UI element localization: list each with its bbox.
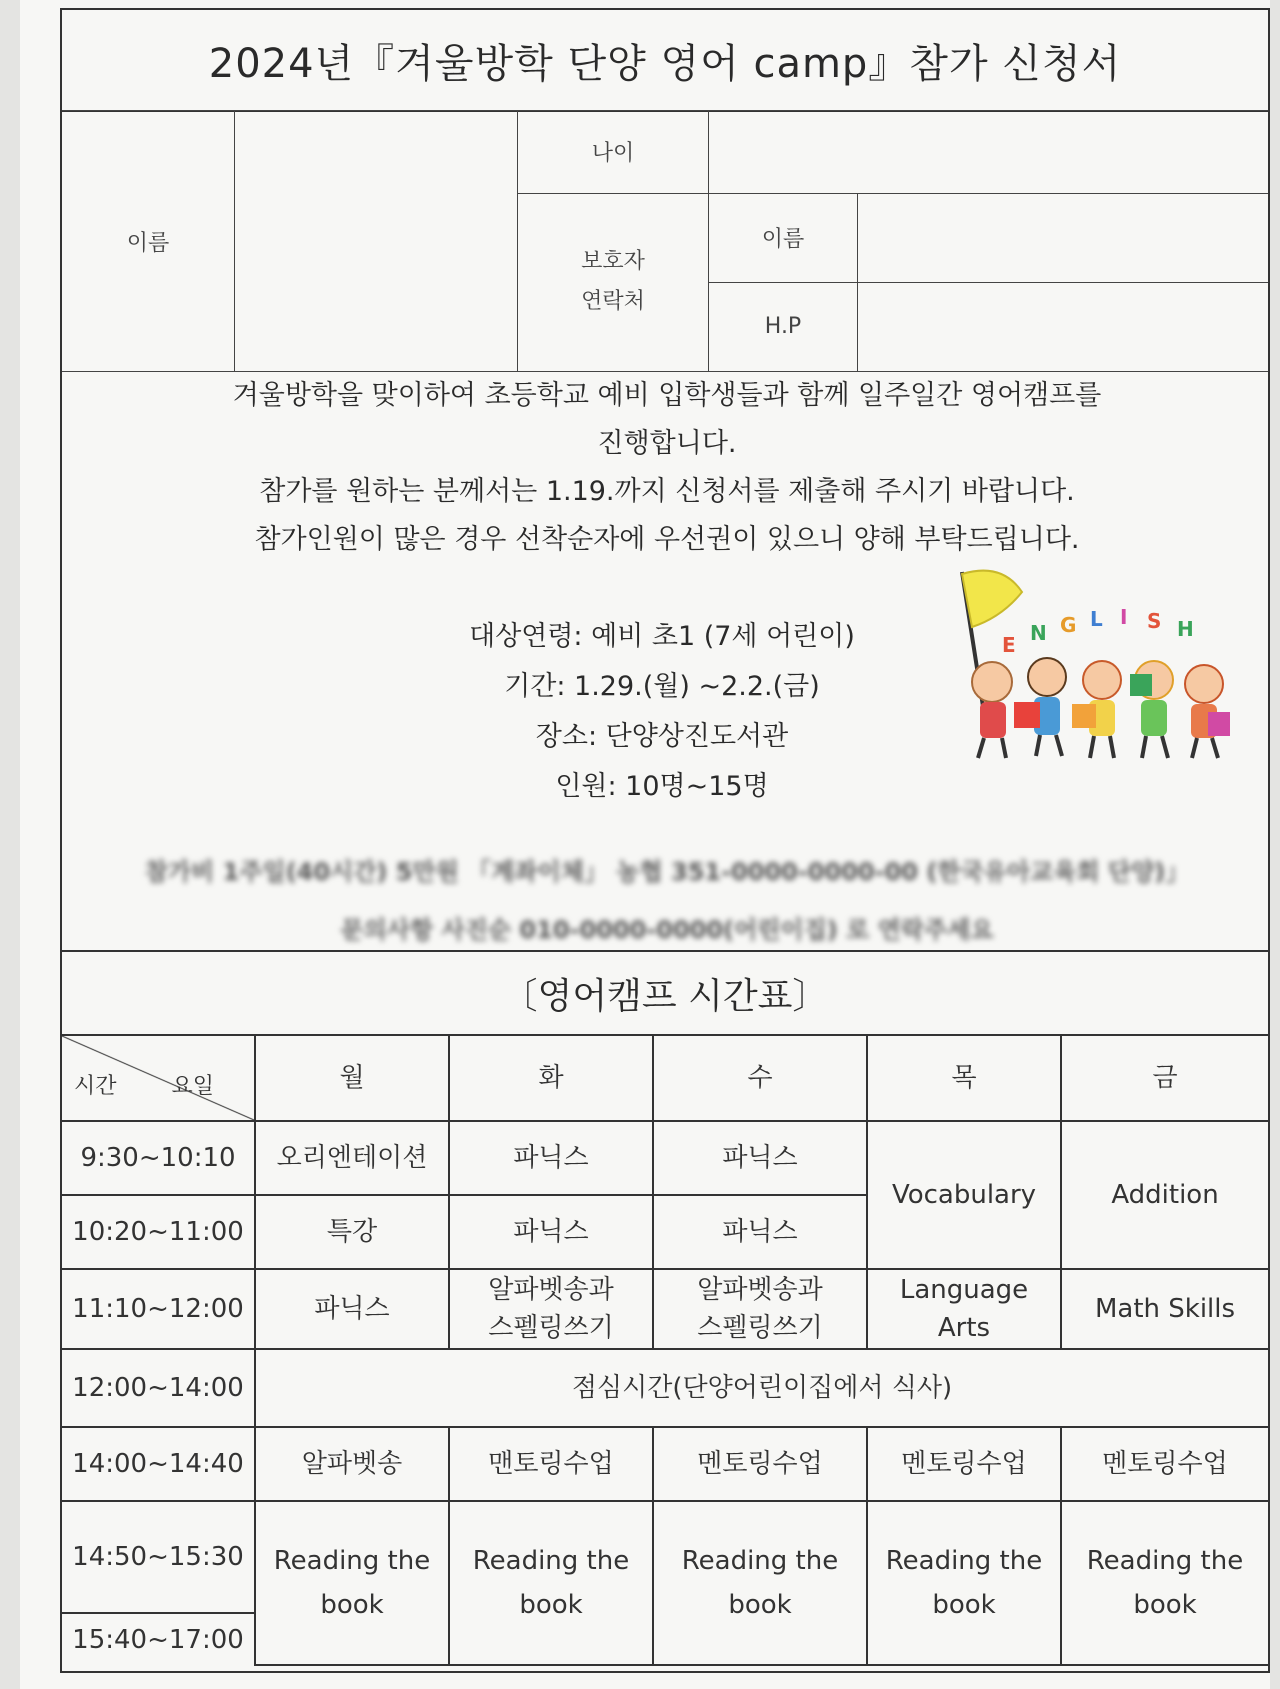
schedule-cell: 파닉스 xyxy=(449,1195,653,1269)
time-slot: 9:30~10:10 xyxy=(62,1121,255,1195)
schedule-cell: 알파벳송과 스펠링쓰기 xyxy=(449,1269,653,1349)
schedule-cell: 파닉스 xyxy=(653,1195,867,1269)
time-slot: 15:40~17:00 xyxy=(62,1613,255,1665)
day-header: 요일 xyxy=(171,1074,214,1099)
application-form xyxy=(60,8,1270,1673)
notice-line: 겨울방학을 맞이하여 초등학교 예비 입학생들과 함께 일주일간 영어캠프를 xyxy=(232,380,1102,411)
time-slot: 14:50~15:30 xyxy=(62,1501,255,1613)
schedule-cell: Reading the book xyxy=(449,1501,653,1665)
letter-n: N xyxy=(1030,621,1047,645)
schedule-cell: 특강 xyxy=(255,1195,449,1269)
day-header-wed: 수 xyxy=(653,1035,867,1121)
letter-l: L xyxy=(1090,607,1103,631)
lunch-cell: 점심시간(단양어린이집에서 식사) xyxy=(255,1349,1268,1427)
schedule-cell: Addition xyxy=(1061,1121,1268,1269)
time-slot: 12:00~14:00 xyxy=(62,1349,255,1427)
target-age: 대상연령: 예비 초1 (7세 어린이) xyxy=(469,621,855,652)
guardian-name-label: 이름 xyxy=(709,193,858,282)
name-label: 이름 xyxy=(62,111,235,372)
schedule-cell: 알파벳송 xyxy=(255,1427,449,1501)
guardian-name-field[interactable] xyxy=(858,193,1269,282)
letter-g: G xyxy=(1060,613,1077,637)
letter-e: E xyxy=(1002,633,1016,657)
capacity: 인원: 10명~15명 xyxy=(555,771,769,802)
name-field[interactable] xyxy=(235,111,518,372)
fee-info-blurred: 참가비 1주일(40시간) 5만원 「계좌이체」 농협 351-0000-0000-00 (한국유아교육회 단양)」 xyxy=(144,858,1190,886)
notice-line: 진행합니다. xyxy=(597,428,737,459)
schedule-cell: 맨토링수업 xyxy=(449,1427,653,1501)
schedule-cell: 멘토링수업 xyxy=(1061,1427,1268,1501)
camp-details xyxy=(392,612,932,812)
schedule-cell: Reading the book xyxy=(867,1501,1061,1665)
schedule-cell: 파닉스 xyxy=(449,1121,653,1195)
schedule-cell: 멘토링수업 xyxy=(867,1427,1061,1501)
letter-i: I xyxy=(1120,605,1128,629)
hp-label: H.P xyxy=(709,282,858,371)
form-title: 2024년『겨울방학 단양 영어 camp』참가 신청서 xyxy=(62,10,1268,112)
time-slot: 14:00~14:40 xyxy=(62,1427,255,1501)
day-header-mon: 월 xyxy=(255,1035,449,1121)
corner-header xyxy=(62,1035,255,1121)
day-header-thu: 목 xyxy=(867,1035,1061,1121)
place: 장소: 단양상진도서관 xyxy=(535,721,789,752)
flag xyxy=(962,571,1022,627)
schedule-cell: 파닉스 xyxy=(255,1269,449,1349)
guardian-contact-label: 보호자 연락처 xyxy=(518,193,709,371)
applicant-info-table xyxy=(62,110,1268,372)
schedule-table xyxy=(62,1034,1268,1666)
period: 기간: 1.29.(월) ~2.2.(금) xyxy=(504,671,820,702)
schedule-cell: Reading the book xyxy=(255,1501,449,1665)
hp-field[interactable] xyxy=(858,282,1269,371)
letter-s: S xyxy=(1147,609,1162,633)
letter-h: H xyxy=(1177,617,1194,641)
schedule-cell: Reading the book xyxy=(653,1501,867,1665)
schedule-cell: Vocabulary xyxy=(867,1121,1061,1269)
schedule-title: 〔영어캠프 시간표〕 xyxy=(62,952,1268,1036)
notice-line: 참가를 원하는 분께서는 1.19.까지 신청서를 제출해 주시기 바랍니다. xyxy=(259,476,1075,507)
time-slot: 10:20~11:00 xyxy=(62,1195,255,1269)
age-field[interactable] xyxy=(709,111,1269,194)
notice-section xyxy=(62,372,1268,952)
children-group xyxy=(972,658,1230,758)
notice-line: 참가인원이 많은 경우 선착순자에 우선권이 있으니 양해 부탁드립니다. xyxy=(254,524,1080,555)
schedule-cell: 파닉스 xyxy=(653,1121,867,1195)
day-header-fri: 금 xyxy=(1061,1035,1268,1121)
schedule-cell: 알파벳송과 스펠링쓰기 xyxy=(653,1269,867,1349)
schedule-cell: 멘토링수업 xyxy=(653,1427,867,1501)
time-header: 시간 xyxy=(74,1074,117,1099)
age-label: 나이 xyxy=(518,111,709,194)
schedule-cell: Math Skills xyxy=(1061,1269,1268,1349)
notice-intro xyxy=(132,372,1202,564)
contact-info-blurred: 문의사항 사진순 010-0000-0000(어린이집) 로 연락주세요 xyxy=(340,916,994,944)
schedule-cell: Language Arts xyxy=(867,1269,1061,1349)
document-sheet xyxy=(20,0,1270,1689)
schedule-cell: 오리엔테이션 xyxy=(255,1121,449,1195)
time-slot: 11:10~12:00 xyxy=(62,1269,255,1349)
schedule-cell: Reading the book xyxy=(1061,1501,1268,1665)
english-kids-illustration xyxy=(942,562,1252,782)
day-header-tue: 화 xyxy=(449,1035,653,1121)
